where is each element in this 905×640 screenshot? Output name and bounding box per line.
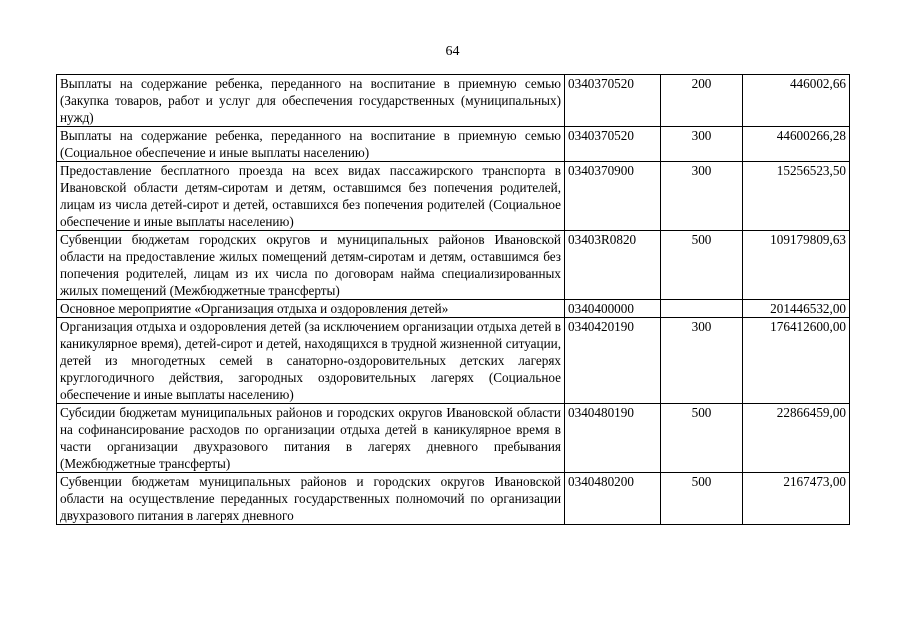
row-type: 500 <box>661 231 743 300</box>
row-code: 0340370520 <box>565 127 661 162</box>
row-code: 0340400000 <box>565 300 661 318</box>
row-code: 0340480200 <box>565 473 661 525</box>
row-type: 300 <box>661 127 743 162</box>
table-row <box>57 404 850 473</box>
row-type: 500 <box>661 404 743 473</box>
row-amount: 201446532,00 <box>743 300 850 318</box>
row-description: Субвенции бюджетам муниципальных районов и городских округов Ивановской области на осуществление переданных государственных полномочий по организации двухразового питания в лагерях дневного <box>57 473 565 525</box>
row-amount: 15256523,50 <box>743 162 850 231</box>
row-description: Субсидии бюджетам муниципальных районов и городских округов Ивановской области на софинансирование расходов по организации отдыха детей в каникулярное время в части организации двухразового питания в лагерях дневного пребывания (Межбюджетные трансферты) <box>57 404 565 473</box>
page-number: 64 <box>445 44 460 59</box>
table-row <box>57 300 850 318</box>
row-description: Субвенции бюджетам городских округов и муниципальных районов Ивановской области на предоставление жилых помещений детям-сиротам и детям, оставшимся без попечения родителей, лицам из их числа по договорам найма специализированных жилых помещений (Межбюджетные трансферты) <box>57 231 565 300</box>
table-row <box>57 318 850 404</box>
table-row <box>57 75 850 127</box>
row-code: 0340370520 <box>565 75 661 127</box>
row-amount: 109179809,63 <box>743 231 850 300</box>
row-code: 0340370900 <box>565 162 661 231</box>
row-description: Выплаты на содержание ребенка, переданного на воспитание в приемную семью (Закупка товаров, работ и услуг для обеспечения государственных (муниципальных) нужд) <box>57 75 565 127</box>
table-row <box>57 127 850 162</box>
row-type: 200 <box>661 75 743 127</box>
row-amount: 446002,66 <box>743 75 850 127</box>
row-amount: 176412600,00 <box>743 318 850 404</box>
row-type: 300 <box>661 162 743 231</box>
row-code: 03403R0820 <box>565 231 661 300</box>
table-row <box>57 162 850 231</box>
row-description: Выплаты на содержание ребенка, переданного на воспитание в приемную семью (Социальное обеспечение и иные выплаты населению) <box>57 127 565 162</box>
table-row <box>57 473 850 525</box>
row-description: Организация отдыха и оздоровления детей (за исключением организации отдыха детей в каникулярное время), детей-сирот и детей, находящихся в трудной жизненной ситуации, детей из многодетных семей в санаторно-оздоровительных детских лагерях круглогодичного действия, загородных оздоровительных лагерях (Социальное обеспечение и иные выплаты населению) <box>57 318 565 404</box>
row-type: 300 <box>661 318 743 404</box>
row-amount: 44600266,28 <box>743 127 850 162</box>
row-code: 0340480190 <box>565 404 661 473</box>
table-row <box>57 231 850 300</box>
row-description: Основное мероприятие «Организация отдыха и оздоровления детей» <box>57 300 565 318</box>
row-amount: 2167473,00 <box>743 473 850 525</box>
row-type: 500 <box>661 473 743 525</box>
budget-table <box>56 74 850 525</box>
row-type <box>661 300 743 318</box>
row-code: 0340420190 <box>565 318 661 404</box>
row-amount: 22866459,00 <box>743 404 850 473</box>
row-description: Предоставление бесплатного проезда на всех видах пассажирского транспорта в Ивановской области детям-сиротам и детям, оставшимся без попечения родителей, лицам из числа детей-сирот и детей, оставшихся без попечения родителей (Социальное обеспечение и иные выплаты населению) <box>57 162 565 231</box>
